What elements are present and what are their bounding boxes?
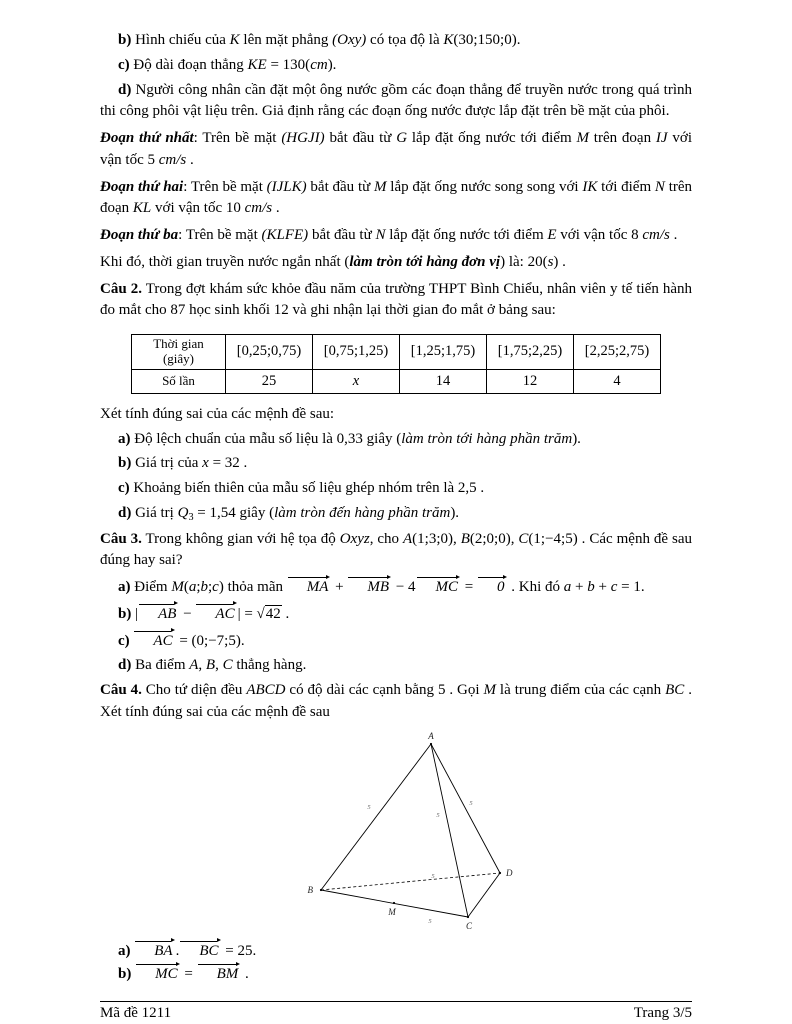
table-cell: [1,75;2,25) <box>487 335 574 370</box>
text-segment: BM <box>197 962 242 983</box>
text-segment: M <box>171 579 184 595</box>
text-segment: ). <box>450 504 460 521</box>
vertex-dot-C <box>467 915 469 917</box>
text-segment: B <box>460 530 470 547</box>
text-segment: KE <box>247 56 267 73</box>
item-4b <box>100 962 692 986</box>
vertex-dot-A <box>430 742 432 744</box>
text-segment: cm/s <box>642 227 670 243</box>
text-segment: : Trên bề mặt <box>193 130 282 146</box>
text-segment: AB <box>138 602 179 623</box>
text-segment: c) <box>118 480 130 497</box>
text-segment: IK <box>582 178 598 195</box>
text-segment: A <box>189 657 199 674</box>
edge-length-label-AD: 5 <box>469 799 473 807</box>
text-segment: Trong đợt khám sức khỏe đầu năm của trường THPT Bình Chiểu, nhân viên y tế tiến hành đo mắt cho 87 học sinh khối 12 và ghi nhận lại thời gian đo mắt ở bảng sau: <box>100 280 692 319</box>
text-segment: c) <box>118 56 130 73</box>
item-4a <box>100 939 692 963</box>
text-segment: K <box>229 32 240 48</box>
text-segment: MC <box>135 962 181 983</box>
text-segment: E <box>547 227 557 243</box>
text-segment: Đoạn thứ nhất <box>100 130 194 146</box>
text-segment: b) <box>118 455 132 472</box>
text-segment: Giá trị <box>131 504 178 521</box>
text-segment: bắt đầu từ <box>306 178 375 195</box>
text-segment: C <box>222 657 233 674</box>
text-segment: | = √ <box>237 605 265 622</box>
text-segment: Ba điểm <box>131 657 190 674</box>
text-segment: ). <box>572 430 581 447</box>
edge-AC <box>431 744 468 917</box>
edge-length-label-AC: 5 <box>436 811 440 819</box>
text-segment: Xét tính đúng sai của các mệnh đề sau: <box>100 405 335 422</box>
text-segment: a) <box>118 430 131 447</box>
text-segment: b <box>587 579 595 595</box>
text-segment: M <box>576 130 589 146</box>
text-segment: ABCD <box>246 682 286 698</box>
text-segment: x <box>202 455 209 472</box>
text-segment: = <box>180 966 197 983</box>
text-segment: Khi đó, thời gian truyền nước ngắn nhất ( <box>100 253 350 270</box>
text-segment: Cho tứ diện đều <box>141 682 247 698</box>
text-segment: | <box>131 605 139 622</box>
table-cell: [2,25;2,75) <box>574 335 661 370</box>
item-2d <box>100 503 692 526</box>
text-segment: BA <box>134 939 175 960</box>
text-segment: = <box>461 579 477 595</box>
text-segment: Điểm <box>130 579 172 595</box>
text-segment: = (0;−7;5). <box>175 632 245 649</box>
text-segment: K <box>443 32 454 48</box>
text-segment: MB <box>347 575 392 596</box>
text-segment: làm tròn tới hàng đơn vị <box>349 253 501 270</box>
question-4-heading <box>100 680 692 724</box>
item-3a <box>100 575 692 599</box>
vertex-dot-B <box>320 888 322 890</box>
page-footer <box>100 1001 692 1022</box>
text-segment: (KLFE) <box>261 227 309 243</box>
text-segment: N <box>375 227 386 243</box>
text-segment: (IJLK) <box>266 178 307 195</box>
item-2c <box>100 478 692 500</box>
text-segment: lắp đặt ống nước song song với <box>386 178 583 195</box>
text-segment: (30;150;0). <box>453 32 521 48</box>
text-segment: . Khi đó <box>507 579 564 595</box>
text-segment: : Trên bề mặt <box>178 227 262 243</box>
text-segment: s <box>547 253 554 270</box>
table-cell: x <box>313 369 400 393</box>
text-segment: Câu 3. <box>100 530 142 547</box>
text-segment: Hình chiếu của <box>131 32 230 48</box>
text-segment: + <box>331 579 348 595</box>
text-segment: với vận tốc 10 <box>151 200 245 217</box>
vertex-label-A: A <box>428 730 434 741</box>
text-segment: làm tròn đến hàng phần trăm <box>274 504 451 521</box>
question-2-heading <box>100 279 692 323</box>
text-segment: d) <box>118 81 132 98</box>
text-segment: 42 <box>265 605 281 622</box>
text-segment: ) là: 20( <box>500 253 548 270</box>
text-segment: = 1. <box>617 579 645 595</box>
vertex-label-C: C <box>465 920 473 931</box>
table-row <box>132 369 661 393</box>
text-segment: Câu 2. <box>100 280 142 297</box>
text-segment: trên đoạn <box>100 178 693 217</box>
text-segment: = 32 . <box>208 455 248 472</box>
text-segment: : Trên bề mặt <box>183 178 267 195</box>
text-segment: N <box>654 178 665 195</box>
edge-AB <box>321 744 431 890</box>
text-segment: có tọa độ là <box>366 32 444 48</box>
item-2a <box>100 429 692 451</box>
text-segment: lên mặt phẳng <box>239 32 333 48</box>
text-segment: . <box>186 151 194 168</box>
table-cell: 12 <box>487 369 574 393</box>
text-segment: c <box>212 579 219 595</box>
text-segment: + <box>571 579 588 595</box>
vertex-dot-D <box>499 871 501 873</box>
text-segment: . <box>669 227 678 243</box>
text-segment: ; <box>196 579 201 595</box>
text-segment: cm/s <box>244 200 273 217</box>
text-segment: cm <box>310 56 328 73</box>
text-segment: IJ <box>655 130 668 146</box>
item-1b <box>100 30 692 52</box>
midpoint-label-M: M <box>388 906 396 917</box>
text-segment: c) <box>118 632 130 649</box>
vertex-label-B: B <box>307 884 313 895</box>
text-segment: G <box>396 130 408 146</box>
text-segment: lắp đặt ống nước tới điểm <box>407 130 577 146</box>
table-cell: 14 <box>400 369 487 393</box>
text-segment: , <box>215 657 223 674</box>
tetrahedron-svg <box>302 728 530 932</box>
text-segment: (1;−4;5) <box>528 530 578 547</box>
text-segment: , <box>198 657 206 674</box>
text-segment: ) thỏa mãn <box>218 579 287 595</box>
item-1d <box>100 80 692 124</box>
page-number: Trang 3/5 <box>633 1005 692 1021</box>
text-segment: a <box>188 579 197 595</box>
text-segment: − <box>179 605 196 622</box>
table-cell: [1,25;1,75) <box>400 335 487 370</box>
text-segment: (1;3;0), <box>412 530 461 547</box>
table-cell: 25 <box>226 369 313 393</box>
text-segment: AC <box>133 629 175 650</box>
text-segment: với vận tốc 5 <box>100 130 692 168</box>
text-segment: ( <box>183 579 189 595</box>
text-segment: lắp đặt ống nước tới điểm <box>385 227 548 243</box>
text-segment: là trung điểm của các cạnh <box>496 682 666 698</box>
vertex-label-D: D <box>506 867 513 878</box>
text-segment: . <box>281 605 290 622</box>
text-segment: . Xét tính đúng sai của các mệnh đề sau <box>100 682 692 720</box>
text-segment: = 130( <box>266 56 311 73</box>
text-segment: = 25. <box>221 942 257 959</box>
text-segment: (HGJI) <box>281 130 325 146</box>
text-segment: b) <box>118 966 132 983</box>
midpoint-dot-M <box>393 901 395 903</box>
text-segment: A <box>403 530 413 547</box>
text-segment: Người công nhân cần đặt một ông nước gồm các đoạn thẳng để truyền nước trong quá trình thi công phôi vật liệu trên. Giả định rằng các đoạn ống nước được lắp đặt trên bề mặt của phôi. <box>100 81 692 120</box>
text-segment: = 1,54 giây ( <box>193 504 275 521</box>
text-segment: với vận tốc 8 <box>556 227 643 243</box>
text-segment: BC <box>665 682 685 698</box>
segment-2 <box>100 177 692 221</box>
text-segment: Khoảng biến thiên của mẫu số liệu ghép nhóm trên là 2,5 . <box>129 480 485 497</box>
text-segment: Đoạn thứ hai <box>100 178 184 195</box>
text-segment: Trong không gian với hệ tọa độ <box>141 530 340 547</box>
text-segment: 0 <box>477 575 508 596</box>
text-segment: 3 <box>188 511 194 523</box>
edge-AD <box>431 744 500 873</box>
text-segment: − 4 <box>392 579 416 595</box>
text-segment: . Các mệnh đề sau đúng hay sai? <box>100 530 692 569</box>
text-segment: Độ dài đoạn thẳng <box>129 56 248 73</box>
segment-3 <box>100 225 692 247</box>
exam-code: Mã đề 1211 <box>100 1005 172 1021</box>
edge-length-label-AB: 5 <box>367 803 371 811</box>
table-cell: 4 <box>574 369 661 393</box>
edge-length-label-BD: 5 <box>431 872 435 880</box>
text-segment: d) <box>118 657 132 674</box>
text-segment: MC <box>416 575 462 596</box>
tetrahedron-figure <box>302 728 532 937</box>
text-segment: . <box>241 966 249 983</box>
text-segment: . <box>175 942 180 959</box>
text-segment: B <box>205 657 216 674</box>
item-3d <box>100 655 692 677</box>
text-segment: thẳng hàng. <box>232 657 307 674</box>
text-segment: a) <box>118 579 131 595</box>
table-row <box>132 335 661 370</box>
text-segment: AC <box>195 602 237 623</box>
item-3c <box>100 629 692 653</box>
text-segment: b) <box>118 605 132 622</box>
text-segment: M <box>483 682 496 698</box>
text-segment: trên đoạn <box>588 130 656 146</box>
page-content <box>100 30 692 986</box>
edge-BD-hidden <box>321 873 500 890</box>
text-segment: + <box>594 579 611 595</box>
text-segment: a) <box>118 942 131 959</box>
text-segment: Câu 4. <box>100 682 142 698</box>
text-segment: BC <box>179 939 221 960</box>
table-header-count: Số lần <box>132 369 226 393</box>
edge-length-label-MC: 5 <box>428 917 432 925</box>
text-segment: c <box>610 579 618 595</box>
text-segment: ). <box>327 56 337 73</box>
text-segment: cm/s <box>158 151 187 168</box>
text-segment: ; <box>208 579 213 595</box>
text-segment: C <box>518 530 529 547</box>
text-segment: Oxyz <box>339 530 370 547</box>
item-3b <box>100 602 692 626</box>
conclusion-line <box>100 252 692 274</box>
text-segment: Độ lệch chuẩn của mẫu số liệu là 0,33 giây ( <box>130 430 402 447</box>
frequency-table <box>131 334 661 394</box>
question-2-prompt <box>100 404 692 426</box>
text-segment: Q <box>177 504 189 521</box>
segment-1 <box>100 128 692 172</box>
text-segment: a <box>563 579 572 595</box>
text-segment: Đoạn thứ ba <box>100 227 179 243</box>
question-3-heading <box>100 529 692 573</box>
text-segment: Giá trị của <box>131 455 203 472</box>
text-segment: M <box>374 178 387 195</box>
text-segment: bắt đầu từ <box>324 130 397 146</box>
table-cell: [0,75;1,25) <box>313 335 400 370</box>
item-1c <box>100 55 692 77</box>
text-segment: d) <box>118 504 132 521</box>
text-segment: (2;0;0), <box>469 530 519 547</box>
item-2b <box>100 453 692 475</box>
text-segment: có độ dài các cạnh bằng 5 . Gọi <box>285 682 484 698</box>
text-segment: làm tròn tới hàng phần trăm <box>401 430 573 447</box>
text-segment: (Oxy) <box>332 32 367 48</box>
text-segment: MA <box>287 575 332 596</box>
text-segment: tới điểm <box>597 178 655 195</box>
text-segment: b) <box>118 32 132 48</box>
table-cell: [0,25;0,75) <box>226 335 313 370</box>
text-segment: ) . <box>553 253 566 270</box>
table-header-time: Thời gian (giây) <box>132 335 226 370</box>
text-segment: b <box>200 579 208 595</box>
text-segment: . <box>272 200 280 217</box>
text-segment: KL <box>132 200 152 217</box>
text-segment: , cho <box>369 530 403 547</box>
edge-CD <box>468 873 500 917</box>
text-segment: bắt đầu từ <box>308 227 376 243</box>
